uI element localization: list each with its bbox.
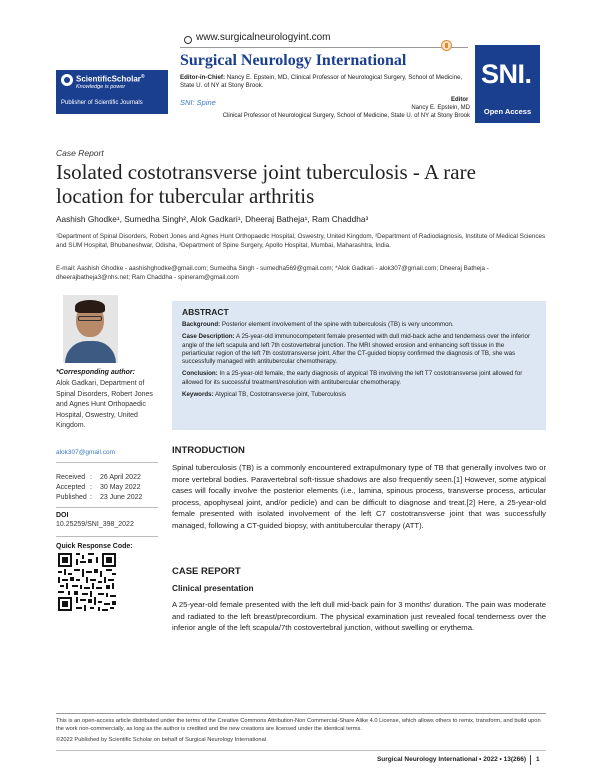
corresponding-author-details: Alok Gadkari, Department of Spinal Disorders, Robert Jones and Agnes Hunt Orthopaedic Hospital, Oswestry, United Kingdom. (56, 380, 153, 429)
abstract-case-text: A 25-year-old immunocompetent female presented with dull mid-back ache and tenderness over the inferior angle of the left scapula and left 7th costovertebral junction. The MRI showed erosion and enhancing soft tissue in the periarticular region of the left 7th costotransverse joint. After the CT-guided biopsy confirmed the diagnosis of TB, she was successfully managed with antitubercular chemotherapy. (182, 333, 531, 366)
corresponding-author-heading: *Corresponding author: (56, 369, 135, 376)
date-label: Published (56, 494, 87, 501)
open-access-lock-icon (441, 40, 452, 51)
eic-text: Nancy E. Epstein, MD, Clinical Professor of Neurological Surgery, School of Medicine, State U. of NY at Stony Brook. (180, 74, 463, 89)
photo-glasses (78, 316, 102, 321)
journal-url-link[interactable]: www.surgicalneurologyint.com (196, 32, 331, 43)
open-access-label: Open Access (483, 107, 532, 116)
abstract-conclusion (182, 370, 536, 387)
sni-badge-text: SNI. (481, 59, 532, 89)
date-label: Accepted (56, 484, 86, 491)
introduction-heading: INTRODUCTION (172, 445, 245, 456)
doi-label: DOI (56, 512, 69, 519)
journal-title: Surgical Neurology International (180, 52, 407, 69)
doi-link[interactable]: 10.25259/SNI_398_2022 (56, 521, 134, 528)
publisher-subtitle: Publisher of Scientific Journals (61, 100, 143, 106)
scientificscholar-logo-icon (61, 74, 73, 86)
section-tag: SNI: Spine (180, 98, 216, 107)
photo-body (65, 341, 116, 363)
editor-name: Nancy E. Epstein, MD (411, 105, 470, 111)
editor-affiliation: Clinical Professor of Neurological Surgery, School of Medicine, State U. of NY at Stony Brook (222, 113, 470, 119)
clinical-paragraph: A 25-year-old female presented with the left dull mid-back pain for 3 months' duration. The pain was moderate and radiated to the left breast/precordium. The physical examination just revealed focal tenderness over the inferior angle of the left scapula/7th costovertebral junction, without swelling or erythema. (172, 600, 546, 632)
header-divider (180, 47, 468, 48)
page-separator (530, 755, 531, 765)
abstract-conclusion-label: Conclusion: (182, 370, 218, 378)
sidebar-divider (56, 462, 158, 463)
footer-divider (56, 713, 546, 714)
footer-divider (56, 750, 546, 751)
article-type: Case Report (56, 148, 104, 158)
abstract-box (172, 301, 546, 430)
author-photo (63, 295, 118, 363)
license-text: This is an open-access article distributed under the terms of the Creative Commons Attribution-Non Commercial-Share Alike 4.0 License, which allows others to remix, transform, and build upon the work non-commercially, as long as the author is credited and the new creations are licensed under the identical terms. (56, 718, 541, 732)
date-row: Published : 23 June 2022 (56, 494, 143, 501)
abstract-background (182, 321, 536, 329)
editor-in-chief (180, 74, 470, 90)
publisher-tagline: Knowledge is power (76, 84, 126, 90)
date-value: 26 April 2022 (100, 474, 141, 481)
clinical-presentation-heading: Clinical presentation (172, 583, 254, 593)
sidebar-divider (56, 507, 158, 508)
publisher-name: ScientificScholar (76, 74, 141, 84)
page-number: 1 (536, 756, 540, 763)
globe-icon (184, 36, 192, 44)
abstract-keywords-text: Atypical TB, Costotransverse joint, Tuberculosis (215, 391, 346, 399)
article-dates (56, 473, 142, 503)
abstract-keywords-label: Keywords: (182, 391, 214, 399)
copyright-text: ©2022 Published by Scientific Scholar on behalf of Surgical Neurology International (56, 737, 267, 743)
date-label: Received (56, 474, 86, 481)
abstract-heading: ABSTRACT (182, 307, 229, 317)
journal-citation: Surgical Neurology International • 2022 • 13(266) (376, 756, 526, 763)
abstract-conclusion-text: In a 25-year-old female, the early diagnosis of atypical TB involving the left T7 costotransverse joint allowed for allowed for its successful treatment/resolution with antitubercular chemotherapy. (182, 370, 523, 386)
date-value: 23 June 2022 (100, 494, 143, 501)
date-value: 30 May 2022 (100, 484, 141, 491)
abstract-background-text: Posterior element involvement of the spine with tuberculosis (TB) is very uncommon. (221, 321, 454, 328)
photo-hair (75, 300, 105, 313)
author-emails: E-mail: Aashish Ghodke - aashishghodke@gmail.com; Sumedha Singh - sumedha569@gmail.com; *Alok Gadkari - alok307@gmail.com; Dheeraj Batheja - dheerajbatheja3@nhs.net; Ram Chaddha - spineram@gmail.com (56, 265, 489, 281)
eic-label: Editor-in-Chief: (180, 74, 226, 81)
editor-label: Editor (451, 97, 469, 103)
abstract-case-label: Case Description: (182, 333, 235, 341)
sni-badge (475, 45, 540, 123)
registered-mark: ® (140, 74, 145, 80)
date-row: Accepted : 30 May 2022 (56, 484, 141, 491)
publisher-logo[interactable] (56, 70, 168, 114)
abstract-case (182, 333, 536, 366)
sidebar-divider (56, 536, 158, 537)
case-report-heading: CASE REPORT (172, 566, 241, 577)
corresponding-author-email-link[interactable]: alok307@gmail.com (56, 449, 115, 456)
page-header (0, 0, 600, 134)
qr-code-label: Quick Response Code: (56, 543, 133, 550)
article-title: Isolated costotransverse joint tuberculosis - A rare location for tubercular arthritis (56, 160, 476, 208)
author-list: Aashish Ghodke¹, Sumedha Singh², Alok Gadkari¹, Dheeraj Batheja¹, Ram Chaddha³ (56, 214, 369, 224)
affiliations: ¹Department of Spinal Disorders, Robert Jones and Agnes Hunt Orthopaedic Hospital, Oswestry, United Kingdom, ²Department of Radiodiagnosis, Institute of Medical Sciences and SUM Hospital, Bhubaneshwar, Odisha, ³Department of Spine Surgery, Apollo Hospital, Mumbai, Maharashtra, India. (56, 233, 546, 249)
abstract-background-label: Background: (182, 321, 221, 328)
abstract-keywords (182, 391, 536, 399)
qr-code-icon[interactable] (58, 553, 116, 611)
introduction-paragraph: Spinal tuberculosis (TB) is a commonly encountered extrapulmonary type of TB that generally involves two or more vertebral bodies. Paravertebral soft-tissue shadows are also frequently seen.[1] However, some atypical cases will focally involve the posterior elements (i.e., lamina, spinous process, transverse process, articular process, apophyseal joint, and/or pedicle) and can be difficult to diagnose and treat.[2] Here, a 25-year-old female presented with isolated involvement of the left C7 costotransverse joint that was successfully managed, following a CT-guided biopsy, with antitubercular therapy (ATT). (172, 463, 546, 530)
date-row: Received : 26 April 2022 (56, 474, 141, 481)
